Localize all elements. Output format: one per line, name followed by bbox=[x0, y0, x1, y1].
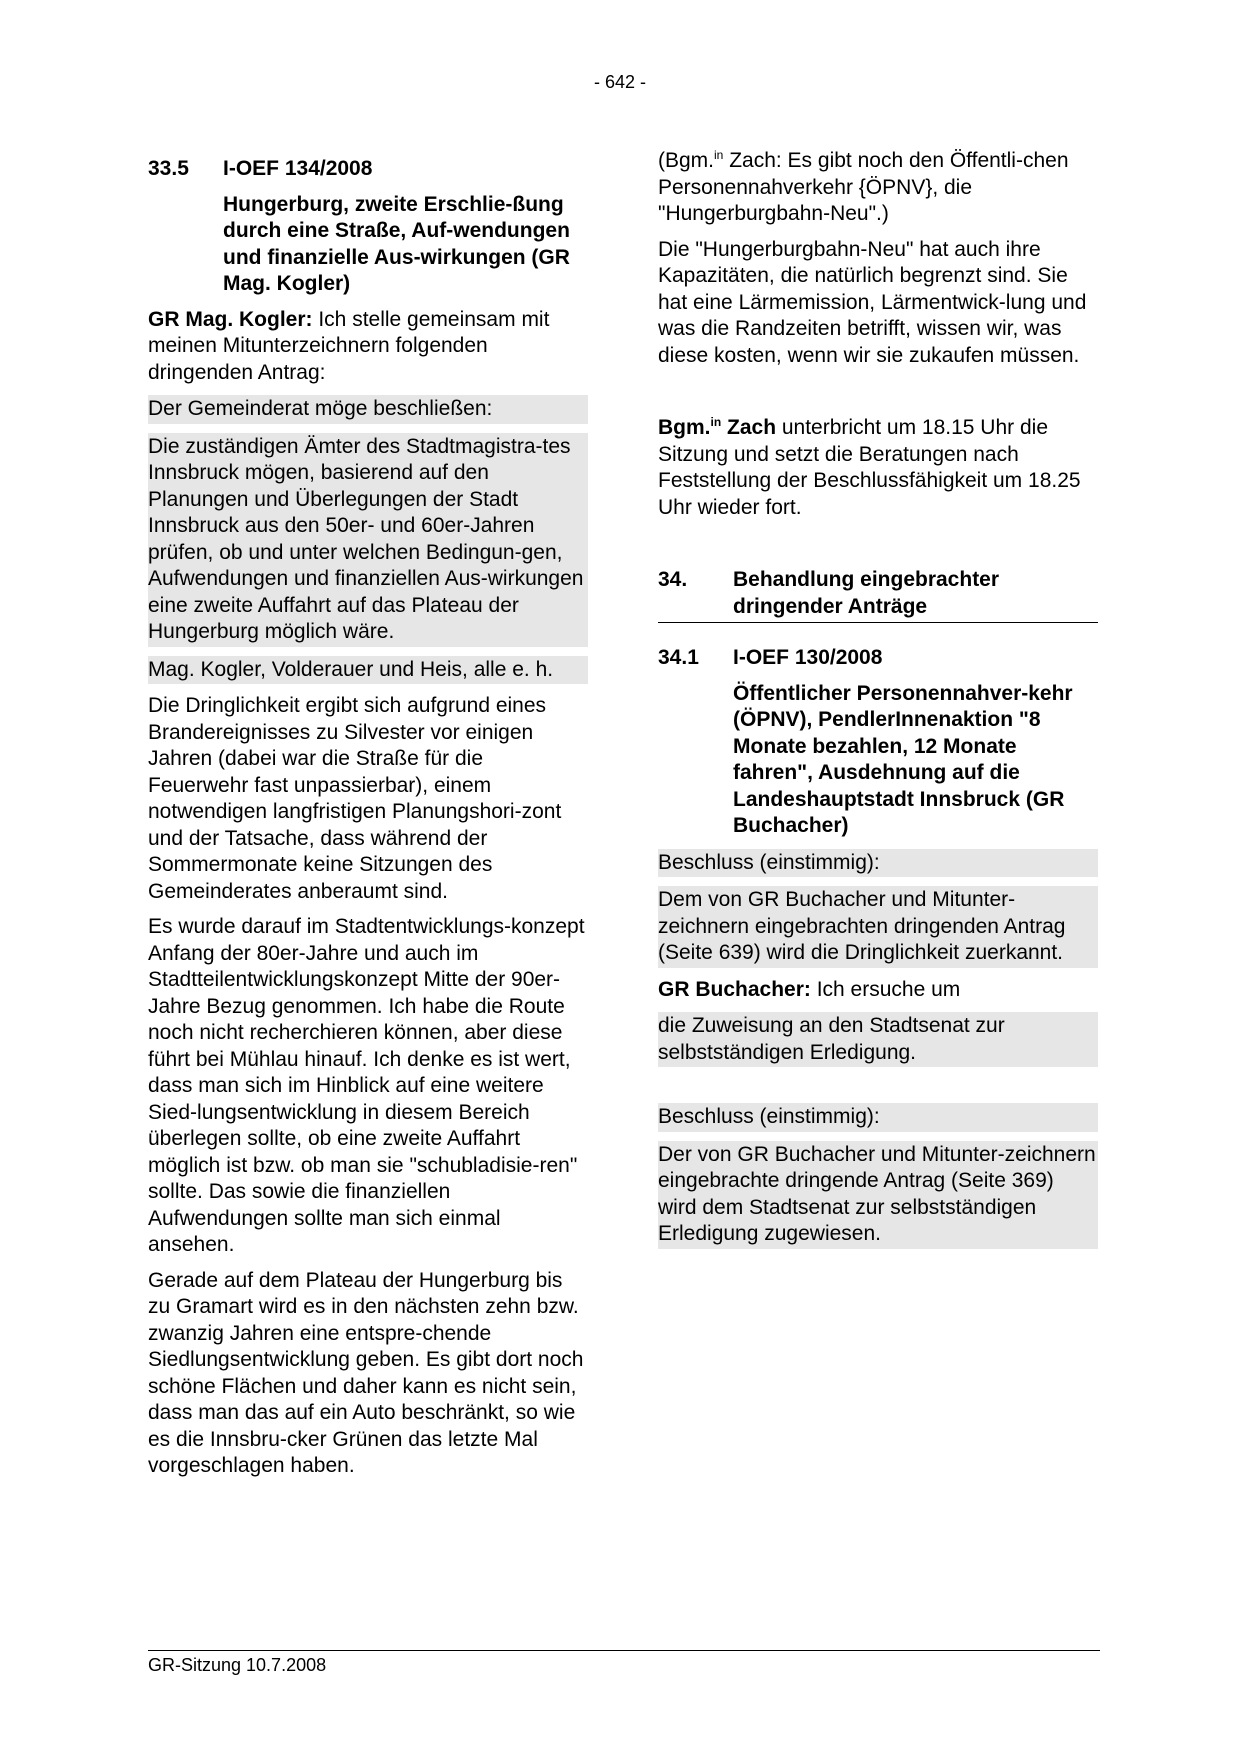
decision-text-2: Der von GR Buchacher und Mitunter-zeichnern eingebrachte dringende Antrag (Seite 369) wird dem Stadtsenat zur selbstständigen Erledigung zugewiesen. bbox=[658, 1141, 1098, 1249]
decision-label-1: Beschluss (einstimmig): bbox=[658, 849, 1098, 878]
decision-text-1: Dem von GR Buchacher und Mitunter-zeichnern eingebrachten dringenden Antrag (Seite 639) wird die Dringlichkeit zuerkannt. bbox=[658, 886, 1098, 968]
page-number: - 642 - bbox=[593, 72, 647, 92]
session-break-paragraph bbox=[658, 415, 1098, 521]
speaker-paragraph bbox=[658, 977, 1098, 1004]
speaker-text: Ich stelle gemeinsam mit meinen Mitunterzeichnern folgenden dringenden Antrag: bbox=[148, 307, 550, 384]
speaker-name: GR Mag. Kogler: bbox=[148, 307, 313, 331]
section-heading-34 bbox=[658, 567, 1098, 623]
mayor-title: Bgm. bbox=[658, 416, 711, 439]
motion-text: Die zuständigen Ämter des Stadtmagistra-tes Innsbruck mögen, basierend auf den Planungen und Überlegungen der Stadt Innsbruck aus den 50er- und 60er-Jahren prüfen, ob und unter welchen Bedingun-gen, Aufwendungen und finanziellen Aus-wirkungen eine zweite Auffahrt auf das Plateau der Hungerburg möglich wäre. bbox=[148, 433, 588, 647]
decision-label-2: Beschluss (einstimmig): bbox=[658, 1103, 1098, 1132]
page-footer: GR-Sitzung 10.7.2008 bbox=[148, 1650, 1100, 1676]
interjection-text: Zach: Es gibt noch den Öffentli-chen Personennahverkehr {ÖPNV}, die "Hungerburgbahn-Neu".) bbox=[658, 149, 1069, 225]
request-text: die Zuweisung an den Stadtsenat zur selbstständigen Erledigung. bbox=[658, 1012, 1098, 1067]
section-title: Öffentlicher Personennahver-kehr (ÖPNV), PendlerInnenaktion "8 Monate bezahlen, 12 Monate fahren", Ausdehnung auf die Landeshauptstadt Innsbruck (GR Buchacher) bbox=[733, 681, 1073, 837]
body-paragraph-2: Es wurde darauf im Stadtentwicklungs-konzept Anfang der 80er-Jahre und auch im Stadtteilentwicklungskonzept Mitte der 90er-Jahre Bezug genommen. Ich habe die Route noch nicht recherchieren können, aber diese führt bei Mühlau hinauf. Ich denke es ist wert, dass man sich im Hinblick auf eine weitere Sied-lungsentwicklung in diesem Bereich überlegen sollte, ob eine zweite Auffahrt möglich ist bzw. ob man sie "schubladisie-ren" sollte. Das sowie die finanziellen Aufwendungen sollte man sich einmal ansehen. bbox=[148, 915, 585, 1256]
motion-signers: Mag. Kogler, Volderauer und Heis, alle e. h. bbox=[148, 656, 588, 685]
section-number: 33.5 bbox=[148, 157, 189, 180]
left-column bbox=[148, 156, 588, 1489]
section-heading-33-5 bbox=[148, 156, 588, 183]
section-title: Hungerburg, zweite Erschlie-ßung durch eine Straße, Auf-wendungen und finanzielle Aus-wirkungen (GR Mag. Kogler) bbox=[223, 192, 570, 295]
speaker-name: GR Buchacher: bbox=[658, 977, 811, 1001]
section-code: I-OEF 130/2008 bbox=[733, 646, 883, 669]
section-title: Behandlung eingebrachter dringender Anträge bbox=[733, 568, 1000, 618]
interjection-prefix: (Bgm. bbox=[658, 149, 715, 172]
speaker-paragraph bbox=[148, 307, 588, 387]
interjection-paragraph bbox=[658, 148, 1098, 228]
session-break-text: unterbricht um 18.15 Uhr die Sitzung und setzt die Beratungen nach Feststellung der Beschlussfähigkeit um 18.25 Uhr wieder fort. bbox=[658, 416, 1081, 519]
speaker-text: Ich ersuche um bbox=[810, 977, 961, 1001]
section-number: 34. bbox=[658, 568, 688, 591]
mayor-name: Zach bbox=[721, 416, 777, 439]
section-number: 34.1 bbox=[658, 646, 699, 669]
body-paragraph-3: Gerade auf dem Plateau der Hungerburg bis zu Gramart wird es in den nächsten zehn bzw. zwanzig Jahren eine entspre-chende Siedlungsentwicklung geben. Es gibt dort noch schöne Flächen und daher kann es nicht sein, dass man das auf ein Auto beschränkt, so wie es die Innsbru-cker Grünen das letzte Mal vorgeschlagen haben. bbox=[148, 1268, 584, 1477]
mayor-superscript: in bbox=[710, 415, 722, 429]
motion-intro: Der Gemeinderat möge beschließen: bbox=[148, 395, 588, 424]
body-paragraph-1: Die Dringlichkeit ergibt sich aufgrund eines Brandereignisses zu Silvester vor einigen Jahren (dabei war die Straße für die Feuerwehr fast unpassierbar), einem notwendigen langfristigen Planungshori-zont und der Tatsache, dass während der Sommermonate keine Sitzungen des Gemeinderates anberaumt sind. bbox=[148, 694, 562, 903]
right-column bbox=[658, 148, 1098, 1258]
section-code: I-OEF 134/2008 bbox=[223, 157, 373, 180]
interjection-superscript: in bbox=[714, 148, 724, 162]
body-paragraph-capacity: Die "Hungerburgbahn-Neu" hat auch ihre Kapazitäten, die natürlich begrenzt sind. Sie hat eine Lärmemission, Lärmentwick-lung und was die Randzeiten betrifft, wissen wir, was diese kosten, wenn wir sie zukaufen müssen. bbox=[658, 237, 1087, 367]
section-heading-34-1 bbox=[658, 645, 1098, 672]
